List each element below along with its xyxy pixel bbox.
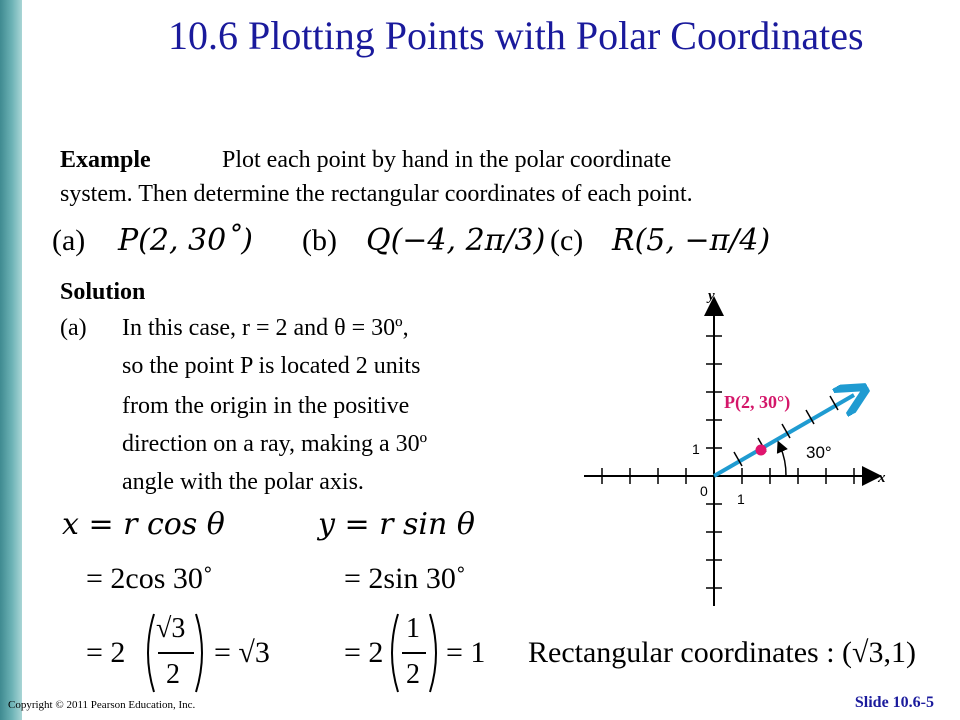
solution-line-4: direction on a ray, making a 30º — [122, 431, 428, 457]
solution-part-label: (a) — [60, 315, 87, 341]
point-p-marker — [756, 445, 767, 456]
example-line-1: Plot each point by hand in the polar coordinate — [222, 147, 672, 173]
slide-number: Slide 10.6-5 — [854, 694, 934, 711]
y-equation-3-numerator: 1 — [406, 613, 420, 644]
x-equation-2: = 2cos 30˚ — [86, 562, 213, 595]
x-axis-label: x — [878, 470, 886, 486]
y-axis-label: y — [708, 288, 715, 304]
copyright-notice: Copyright © 2011 Pearson Education, Inc. — [8, 699, 196, 711]
x-equation-3-numerator: √3 — [156, 613, 186, 644]
angle-label: 30° — [806, 443, 832, 462]
solution-label: Solution — [60, 279, 146, 305]
part-b-point: Q(−4, 2π/3) — [366, 223, 546, 258]
x-tick-1-label: 1 — [737, 491, 745, 507]
x-equation-3-result: = √3 — [214, 636, 270, 669]
origin-label: 0 — [700, 483, 708, 499]
x-equation-3-prefix: = 2 — [86, 636, 126, 669]
example-label: Example — [60, 147, 151, 173]
point-p-label: P(2, 30°) — [724, 392, 791, 412]
y-equation-3-result: = 1 — [446, 636, 486, 669]
example-line-2: system. Then determine the rectangular coordinates of each point. — [60, 181, 693, 207]
solution-line-3: from the origin in the positive — [122, 393, 410, 419]
y-equation-3-prefix: = 2 — [344, 636, 384, 669]
slide-title: 10.6 Plotting Points with Polar Coordinates — [168, 13, 864, 58]
solution-line-2: so the point P is located 2 units — [122, 353, 421, 379]
solution-line-1: In this case, r = 2 and θ = 30º, — [122, 315, 409, 341]
part-c-point: R(5, −π/4) — [612, 223, 771, 258]
rectangular-coordinates-result: Rectangular coordinates : (√3,1) — [528, 636, 916, 669]
y-equation-2: = 2sin 30˚ — [344, 562, 466, 595]
part-a-label: (a) — [52, 224, 86, 257]
y-equation-1: y = r sin θ — [318, 507, 475, 542]
x-equation-1: x = r cos θ — [62, 507, 225, 542]
angle-arc — [780, 446, 786, 476]
part-a-point: P(2, 30˚) — [118, 223, 253, 258]
x-equation-3-denominator: 2 — [166, 659, 180, 690]
polar-graph — [580, 284, 900, 614]
part-b-label: (b) — [302, 224, 337, 257]
y-tick-1-label: 1 — [692, 441, 700, 457]
y-equation-3-denominator: 2 — [406, 659, 420, 690]
solution-line-5: angle with the polar axis. — [122, 469, 364, 495]
part-c-label: (c) — [550, 224, 584, 257]
slide-sidebar-bar — [0, 0, 22, 720]
